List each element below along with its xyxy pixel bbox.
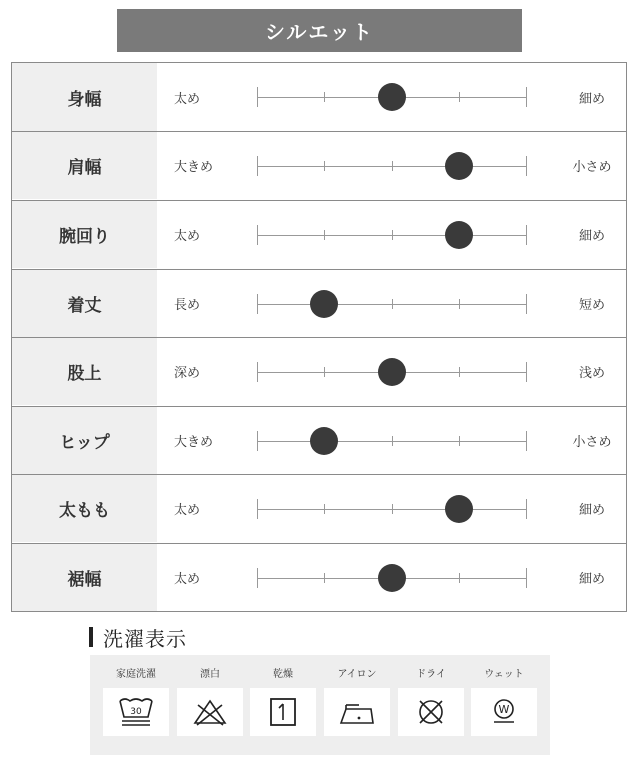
care-item-bleach	[177, 655, 243, 755]
row-kitake	[12, 269, 626, 337]
care-title	[89, 625, 187, 649]
scale-tick	[324, 504, 325, 514]
fit-scale	[257, 338, 527, 405]
care-item-label: アイロン	[337, 669, 377, 680]
scale-tick	[392, 436, 393, 446]
section-title: シルエット	[264, 20, 375, 44]
scale-marker	[445, 495, 473, 523]
scale-tick	[526, 362, 527, 382]
row-left-label: 太め	[174, 229, 201, 244]
scale-tick	[257, 431, 258, 451]
care-item-label: 乾燥	[273, 669, 293, 680]
row-right-label: 細め	[578, 572, 605, 587]
row-left-label: 大きめ	[174, 160, 214, 175]
row-right-label: 浅め	[578, 366, 605, 381]
scale-tick	[257, 87, 258, 107]
scale-tick	[459, 367, 460, 377]
row-hip	[12, 406, 626, 474]
hang-dry-icon	[250, 688, 316, 736]
row-udemawari	[12, 200, 626, 268]
section-header	[117, 9, 522, 52]
scale-tick	[526, 225, 527, 245]
scale-tick	[324, 367, 325, 377]
scale-tick	[392, 504, 393, 514]
row-right-label: 小さめ	[572, 160, 612, 175]
scale-tick	[257, 294, 258, 314]
scale-tick	[257, 362, 258, 382]
fit-scale	[257, 475, 527, 542]
row-mihaba	[12, 63, 626, 131]
row-matagami	[12, 337, 626, 405]
scale-marker	[378, 564, 406, 592]
row-category: 股上	[12, 338, 157, 405]
wash-30-icon	[103, 688, 169, 736]
row-katahaba	[12, 131, 626, 199]
scale-tick	[526, 499, 527, 519]
no-dry-clean-icon	[398, 688, 464, 736]
scale-marker	[378, 83, 406, 111]
care-item-dry	[250, 655, 316, 755]
no-bleach-icon	[177, 688, 243, 736]
scale-tick	[324, 92, 325, 102]
scale-marker	[310, 290, 338, 318]
scale-tick	[324, 161, 325, 171]
row-right-label: 短め	[578, 298, 605, 313]
scale-tick	[392, 230, 393, 240]
scale-tick	[526, 156, 527, 176]
scale-tick	[324, 573, 325, 583]
fit-scale	[257, 270, 527, 337]
row-left-label: 長め	[174, 298, 201, 313]
row-left-label: 太め	[174, 503, 201, 518]
scale-tick	[526, 87, 527, 107]
row-susohaba	[12, 543, 626, 611]
care-item-label: 漂白	[200, 669, 220, 680]
row-left-label: 太め	[174, 91, 201, 107]
scale-marker	[310, 427, 338, 455]
row-category: 腕回り	[12, 201, 157, 268]
care-label-panel	[90, 655, 550, 755]
scale-tick	[392, 161, 393, 171]
fit-scale	[257, 132, 527, 199]
care-item-dryclean	[398, 655, 464, 755]
row-left-label: 大きめ	[174, 435, 214, 450]
row-futomomo	[12, 474, 626, 542]
care-item-label: 家庭洗濯	[116, 669, 156, 680]
scale-tick	[526, 294, 527, 314]
row-category: 肩幅	[12, 132, 157, 199]
fit-scale	[257, 63, 527, 131]
row-category: ヒップ	[12, 407, 157, 474]
wet-clean-letter: W	[498, 703, 510, 716]
iron-low-icon	[324, 688, 390, 736]
scale-tick	[526, 568, 527, 588]
care-item-wash	[103, 655, 169, 755]
row-category: 身幅	[12, 63, 157, 131]
scale-tick	[257, 568, 258, 588]
row-left-label: 太め	[174, 572, 201, 587]
row-left-label: 深め	[174, 366, 201, 381]
silhouette-table	[11, 62, 627, 612]
scale-tick	[459, 299, 460, 309]
row-category: 着丈	[12, 270, 157, 337]
scale-tick	[392, 299, 393, 309]
scale-tick	[459, 92, 460, 102]
scale-marker	[445, 152, 473, 180]
care-item-iron	[324, 655, 390, 755]
care-title-text: 洗濯表示	[103, 626, 187, 651]
wash-temperature: 30	[130, 707, 142, 717]
scale-tick	[459, 573, 460, 583]
fit-scale	[257, 201, 527, 268]
wet-clean-icon	[471, 688, 537, 736]
title-bar	[89, 627, 93, 647]
scale-tick	[257, 499, 258, 519]
scale-tick	[459, 436, 460, 446]
fit-scale	[257, 544, 527, 611]
care-item-label: ウェット	[484, 669, 524, 680]
row-right-label: 細め	[578, 229, 605, 244]
row-right-label: 細め	[578, 91, 605, 107]
scale-marker	[378, 358, 406, 386]
row-right-label: 細め	[578, 503, 605, 518]
scale-tick	[526, 431, 527, 451]
scale-tick	[324, 230, 325, 240]
scale-tick	[257, 156, 258, 176]
care-item-label: ドライ	[416, 669, 446, 680]
fit-scale	[257, 407, 527, 474]
row-category: 太もも	[12, 475, 157, 542]
row-category: 裾幅	[12, 544, 157, 611]
care-item-wet	[471, 655, 537, 755]
row-right-label: 小さめ	[572, 435, 612, 450]
scale-marker	[445, 221, 473, 249]
scale-tick	[257, 225, 258, 245]
